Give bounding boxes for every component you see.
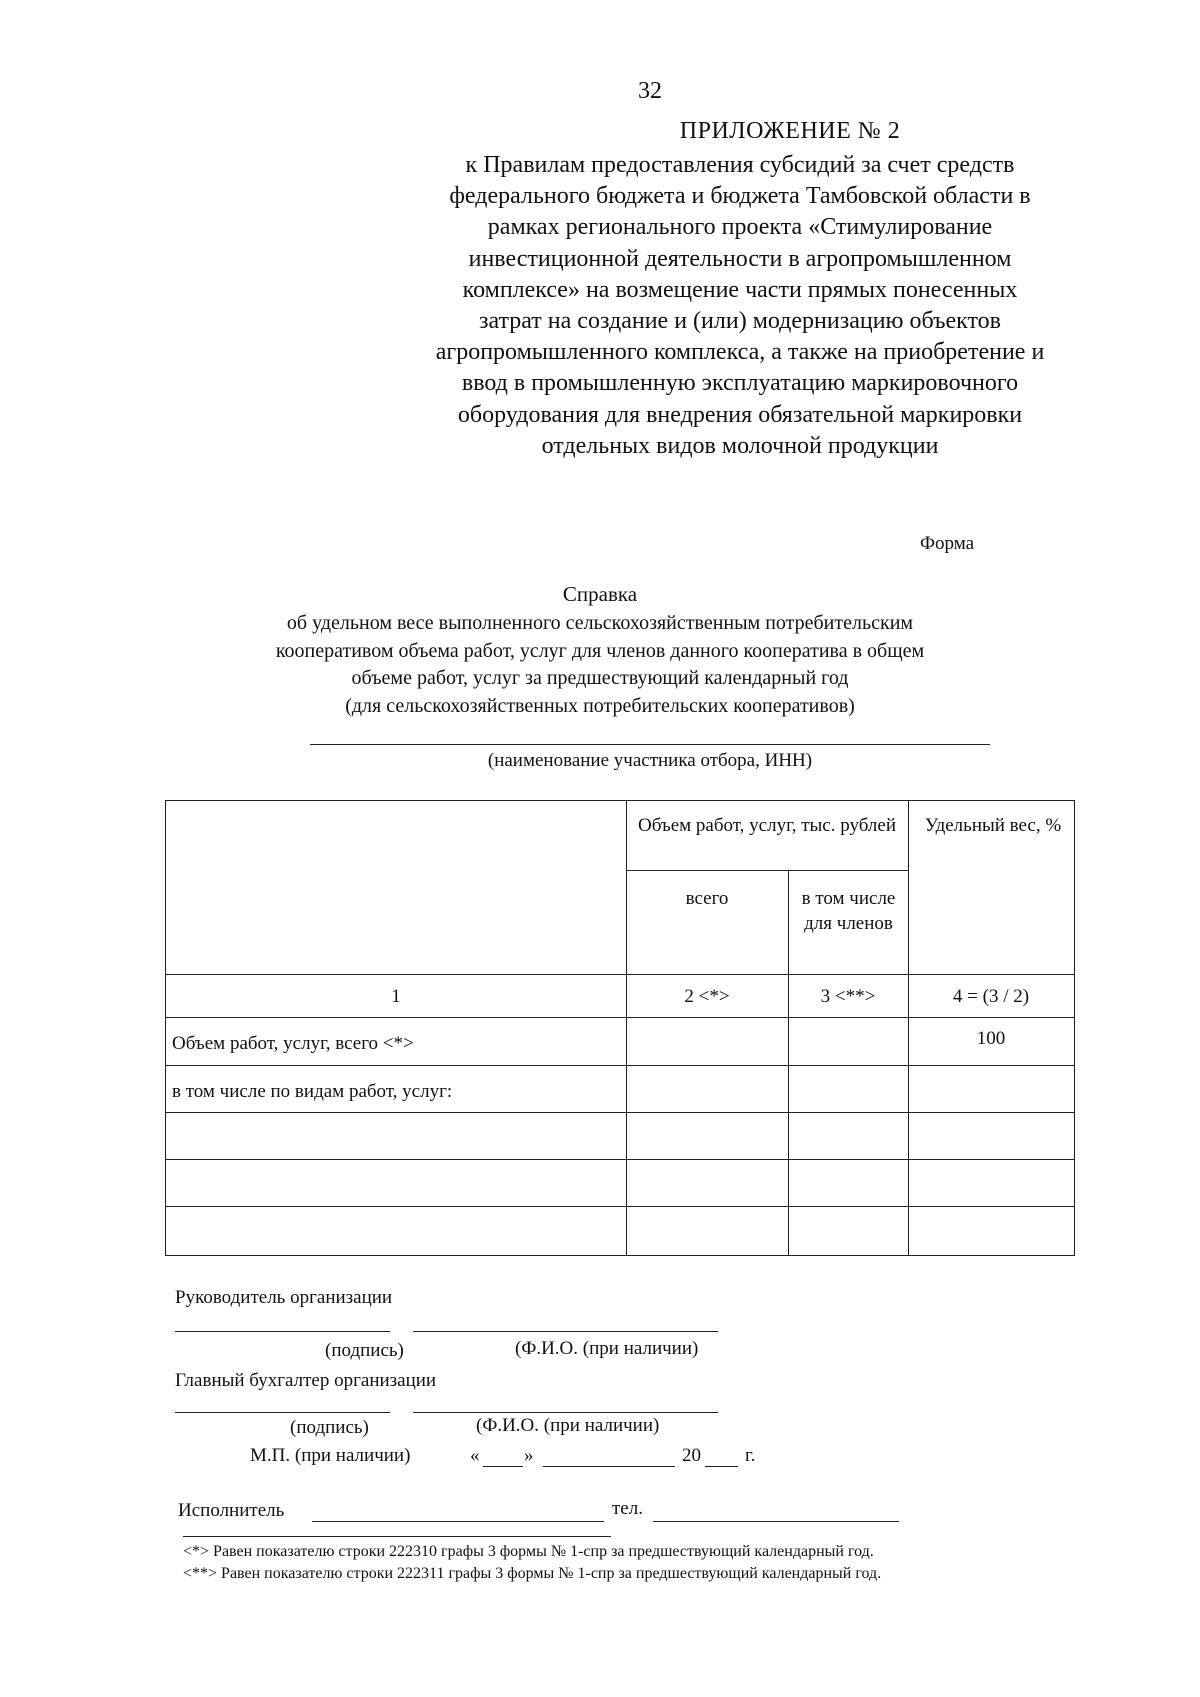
certificate-title: Справка bbox=[562, 582, 638, 606]
accountant-fio-field[interactable] bbox=[413, 1412, 718, 1413]
appendix-line: к Правилам предоставления субсидий за счет средств bbox=[465, 152, 1015, 178]
table-divider bbox=[788, 870, 789, 1255]
participant-name-field[interactable] bbox=[310, 744, 990, 745]
table-divider bbox=[166, 1206, 1074, 1207]
head-label: Руководитель организации bbox=[175, 1287, 393, 1308]
head-signature-field[interactable] bbox=[175, 1331, 390, 1332]
accountant-signature-caption: (подпись) bbox=[290, 1417, 369, 1438]
header-volume: Объем работ, услуг, тыс. рублей bbox=[637, 815, 896, 836]
accountant-fio-caption: (Ф.И.О. (при наличии) bbox=[476, 1415, 660, 1436]
date-day-field[interactable] bbox=[483, 1466, 523, 1467]
table-divider bbox=[166, 974, 1074, 975]
date-open-quote: « bbox=[470, 1445, 480, 1466]
appendix-line: инвестиционной деятельности в агропромышленном bbox=[468, 245, 1012, 272]
appendix-title: ПРИЛОЖЕНИЕ № 2 bbox=[679, 118, 901, 144]
table-divider bbox=[166, 1065, 1074, 1066]
appendix-line: ввод в промышленную эксплуатацию маркировочного bbox=[461, 370, 1019, 397]
appendix-line: рамках регионального проекта «Стимулирование bbox=[487, 214, 993, 241]
col-number: 3 <**> bbox=[820, 986, 876, 1007]
executor-field[interactable] bbox=[312, 1521, 604, 1522]
table-divider bbox=[166, 1017, 1074, 1018]
head-fio-field[interactable] bbox=[413, 1331, 718, 1332]
page-number: 32 bbox=[638, 78, 662, 104]
col-number: 1 bbox=[391, 986, 401, 1007]
date-year-suffix: г. bbox=[745, 1445, 756, 1466]
appendix-line: затрат на создание и (или) модернизацию объектов bbox=[478, 308, 1002, 335]
footnote: <*> Равен показателю строки 222310 графы 3 формы № 1-спр за предшествующий календарный год. bbox=[183, 1543, 874, 1560]
col-number: 4 = (3 / 2) bbox=[952, 986, 1030, 1007]
phone-label: тел. bbox=[612, 1498, 643, 1519]
accountant-signature-field[interactable] bbox=[175, 1412, 390, 1413]
executor-label: Исполнитель bbox=[178, 1500, 285, 1521]
appendix-description bbox=[380, 150, 1100, 462]
header-total: всего bbox=[685, 888, 729, 909]
header-members: в том числе для членов bbox=[801, 888, 896, 934]
certificate-subtitle-line: объеме работ, услуг за предшествующий календарный год bbox=[351, 667, 849, 689]
participant-name-caption: (наименование участника отбора, ИНН) bbox=[487, 750, 813, 771]
date-year-prefix: 20 bbox=[682, 1445, 701, 1466]
stamp-label: М.П. (при наличии) bbox=[250, 1445, 411, 1466]
table-divider bbox=[166, 1159, 1074, 1160]
row-label: Объем работ, услуг, всего <*> bbox=[172, 1033, 414, 1054]
row-share[interactable]: 100 bbox=[976, 1028, 1006, 1049]
appendix-line: федерального бюджета и бюджета Тамбовской области в bbox=[449, 183, 1031, 210]
certificate-subtitle-line: (для сельскохозяйственных потребительских кооперативов) bbox=[345, 694, 855, 717]
certificate-subtitle bbox=[200, 610, 1000, 720]
footnote: <**> Равен показателю строки 222311 графы 3 формы № 1-спр за предшествующий календарный год. bbox=[183, 1565, 882, 1582]
header-share: Удельный вес, % bbox=[924, 815, 1062, 836]
footnote-divider bbox=[183, 1536, 611, 1537]
phone-field[interactable] bbox=[653, 1521, 899, 1522]
form-label: Форма bbox=[920, 533, 975, 554]
head-signature-caption: (подпись) bbox=[325, 1340, 404, 1361]
appendix-line: комплексе» на возмещение части прямых понесенных bbox=[462, 276, 1018, 303]
date-month-field[interactable] bbox=[543, 1466, 675, 1467]
accountant-label: Главный бухгалтер организации bbox=[175, 1370, 437, 1391]
date-year-field[interactable] bbox=[705, 1466, 738, 1467]
data-table bbox=[165, 800, 1075, 1256]
certificate-subtitle-line: об удельном весе выполненного сельскохозяйственным потребительским bbox=[286, 612, 914, 634]
head-fio-caption: (Ф.И.О. (при наличии) bbox=[515, 1338, 699, 1359]
col-number: 2 <*> bbox=[684, 986, 730, 1007]
appendix-line: отдельных видов молочной продукции bbox=[541, 432, 939, 459]
table-divider bbox=[626, 870, 908, 871]
date-close-quote: » bbox=[524, 1445, 534, 1466]
table-divider bbox=[166, 1112, 1074, 1113]
appendix-line: оборудования для внедрения обязательной маркировки bbox=[457, 401, 1023, 428]
row-label: в том числе по видам работ, услуг: bbox=[172, 1081, 453, 1102]
appendix-line: агропромышленного комплекса, а также на приобретение и bbox=[435, 339, 1045, 366]
certificate-subtitle-line: кооперативом объема работ, услуг для членов данного кооператива в общем bbox=[275, 639, 925, 662]
